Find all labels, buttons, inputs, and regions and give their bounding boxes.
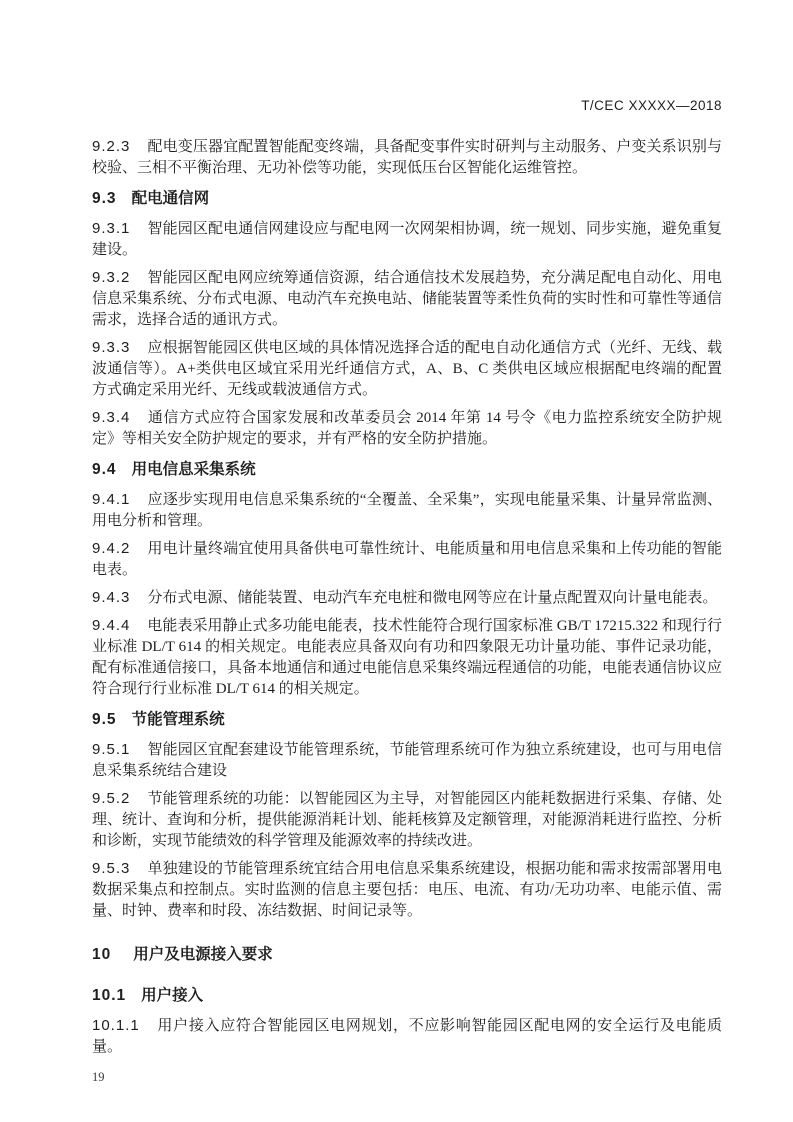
page-footer bbox=[92, 1067, 722, 1088]
clause-number: 9.4.1 bbox=[92, 491, 131, 508]
clause-9-4-2 bbox=[92, 538, 722, 581]
clause-9-3-2 bbox=[92, 267, 722, 331]
page-number: 19 bbox=[92, 1070, 105, 1084]
clause-9-5-2 bbox=[92, 788, 722, 852]
clause-text: 用电计量终端宜使用具备供电可靠性统计、电能质量和用电信息采集和上传功能的智能电表。 bbox=[92, 541, 722, 578]
clause-number: 9.4.2 bbox=[92, 540, 131, 557]
clause-text: 节能管理系统的功能：以智能园区为主导，对智能园区内能耗数据进行采集、存储、处理、统计、查询和分析，提供能源消耗计划、能耗核算及定额管理，对能源消耗进行监控、分析和诊断，实现节能绩效的科学管理及能源效率的持续改进。 bbox=[92, 791, 723, 849]
clause-number: 9.4.3 bbox=[92, 589, 131, 606]
chapter-heading-10 bbox=[92, 944, 722, 965]
section-heading-9-3 bbox=[92, 188, 722, 209]
clause-9-5-1 bbox=[92, 739, 722, 782]
clause-number: 10.1.1 bbox=[92, 1017, 140, 1034]
clause-text: 智能园区宜配套建设节能管理系统，节能管理系统可作为独立系统建设，也可与用电信息采集系统结合建设 bbox=[92, 742, 722, 779]
section-number: 9.5 bbox=[92, 711, 117, 728]
section-heading-10-1 bbox=[92, 985, 722, 1006]
clause-9-5-3 bbox=[92, 858, 722, 922]
clause-10-1-1 bbox=[92, 1015, 722, 1058]
clause-number: 9.5.2 bbox=[92, 790, 131, 807]
clause-text: 用户接入应符合智能园区电网规划，不应影响智能园区配电网的安全运行及电能质量。 bbox=[92, 1018, 722, 1055]
chapter-number: 10 bbox=[92, 946, 112, 963]
clause-number: 9.4.4 bbox=[92, 617, 131, 634]
clause-text: 分布式电源、储能装置、电动汽车充电桩和微电网等应在计量点配置双向计量电能表。 bbox=[147, 590, 718, 606]
clause-text: 应根据智能园区供电区域的具体情况选择合适的配电自动化通信方式（光纤、无线、载波通信等）。A+类供电区域宜采用光纤通信方式，A、B、C 类供电区域应根据配电终端的配置方式确定采用光纤、无线或载波通信方式。 bbox=[92, 340, 722, 398]
document-body bbox=[92, 136, 722, 1058]
section-heading-9-5 bbox=[92, 709, 722, 730]
clause-9-3-4 bbox=[92, 407, 722, 450]
section-number: 10.1 bbox=[92, 987, 127, 1004]
clause-9-2-3 bbox=[92, 136, 722, 179]
clause-text: 电能表采用静止式多功能电能表，技术性能符合现行国家标准 GB/T 17215.322 和现行行业标准 DL/T 614 的相关规定。电能表应具备双向有功和四象限无功计量功能、事件记录功能，配有标准通信接口，具备本地通信和通过电能信息采集终端远程通信的功能，电能表通信协议应符合现行行业标准 DL/T 614 的相关规定。 bbox=[92, 618, 723, 697]
section-number: 9.3 bbox=[92, 190, 117, 207]
clause-9-3-1 bbox=[92, 218, 722, 261]
section-title: 配电通信网 bbox=[131, 190, 210, 207]
clause-text: 通信方式应符合国家发展和改革委员会 2014 年第 14 号令《电力监控系统安全防护规定》等相关安全防护规定的要求，并有严格的安全防护措施。 bbox=[92, 410, 722, 447]
clause-text: 单独建设的节能管理系统宜结合用电信息采集系统建设，根据功能和需求按需部署用电数据采集点和控制点。实时监测的信息主要包括：电压、电流、有功/无功功率、电能示值、需量、时钟、费率和时段、冻结数据、时间记录等。 bbox=[92, 861, 722, 919]
clause-text: 配电变压器宜配置智能配变终端，具备配变事件实时研判与主动服务、户变关系识别与校验、三相不平衡治理、无功补偿等功能，实现低压台区智能化运维管控。 bbox=[92, 139, 722, 176]
page-header bbox=[92, 95, 722, 116]
clause-text: 应逐步实现用电信息采集系统的“全覆盖、全采集”，实现电能量采集、计量异常监测、用电分析和管理。 bbox=[92, 492, 722, 529]
clause-9-4-4 bbox=[92, 615, 722, 700]
doc-number: T/CEC XXXXX—2018 bbox=[581, 98, 722, 113]
clause-number: 9.3.3 bbox=[92, 339, 131, 356]
section-number: 9.4 bbox=[92, 461, 117, 478]
clause-number: 9.3.2 bbox=[92, 269, 131, 286]
clause-9-4-3 bbox=[92, 587, 722, 609]
section-title: 节能管理系统 bbox=[131, 711, 225, 728]
clause-9-4-1 bbox=[92, 489, 722, 532]
clause-9-3-3 bbox=[92, 337, 722, 401]
clause-number: 9.3.1 bbox=[92, 220, 131, 237]
section-title: 用户接入 bbox=[141, 987, 204, 1004]
clause-number: 9.5.1 bbox=[92, 741, 131, 758]
chapter-title: 用户及电源接入要求 bbox=[133, 946, 273, 963]
clause-number: 9.5.3 bbox=[92, 860, 131, 877]
section-heading-9-4 bbox=[92, 459, 722, 480]
section-title: 用电信息采集系统 bbox=[131, 461, 256, 478]
clause-text: 智能园区配电通信网建设应与配电网一次网架相协调，统一规划、同步实施，避免重复建设。 bbox=[92, 221, 722, 258]
clause-number: 9.2.3 bbox=[92, 138, 131, 155]
clause-number: 9.3.4 bbox=[92, 409, 131, 426]
clause-text: 智能园区配电网应统筹通信资源，结合通信技术发展趋势，充分满足配电自动化、用电信息采集系统、分布式电源、电动汽车充换电站、储能装置等柔性负荷的实时性和可靠性等通信需求，选择合适的通讯方式。 bbox=[92, 270, 723, 328]
